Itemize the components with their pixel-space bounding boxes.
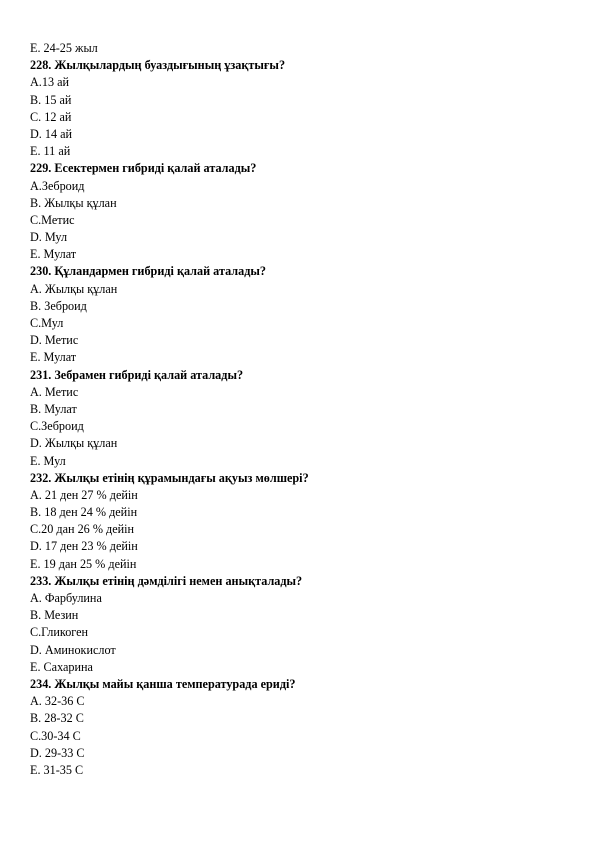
question-text: 231. Зебрамен гибриді қалай аталады? [30, 367, 244, 382]
answer-option: A.13 ай [30, 75, 70, 90]
answer-option: B. 15 ай [30, 92, 72, 107]
answer-option: C.30-34 С [30, 728, 81, 743]
answer-option: E. Мулат [30, 247, 77, 262]
answer-option: D. Мул [30, 230, 68, 245]
question-text: 232. Жылқы етінің құрамындағы ақуыз мөлшері? [30, 470, 309, 485]
answer-option: D. 14 ай [30, 126, 73, 141]
answer-option: C.Зеброид [30, 419, 84, 434]
answer-option: B. 18 ден 24 % дейін [30, 505, 138, 520]
answer-option: D. Жылқы құлан [30, 436, 118, 451]
answer-option: B. Зеброид [30, 298, 87, 313]
answer-option: E. Сахарина [30, 659, 93, 674]
answer-option: C.Метис [30, 212, 75, 227]
question-text: 233. Жылқы етінің дәмділігі немен анықталады? [30, 573, 303, 588]
answer-option: C.Мул [30, 316, 64, 330]
answer-option: C.20 дан 26 % дейін [30, 522, 135, 537]
answer-option: A. 32-36 С [30, 694, 85, 709]
question-text: 234. Жылқы майы қанша температурада ериді? [30, 676, 296, 691]
answer-option: E. 19 дан 25 % дейін [30, 556, 137, 571]
question-text: 228. Жылқылардың буаздығының ұзақтығы? [30, 58, 286, 73]
answer-option: B. 28-32 С [30, 711, 84, 726]
answer-option: A.Зеброид [30, 178, 85, 193]
answer-option: D. 29-33 С [30, 745, 85, 760]
document-body [30, 40, 570, 779]
answer-option: E. Мул [30, 453, 66, 468]
answer-option: C.Гликоген [30, 625, 89, 640]
answer-option: E. Мулат [30, 350, 77, 365]
answer-option: A. Жылқы құлан [30, 281, 118, 296]
answer-option: B. Жылқы құлан [30, 195, 117, 210]
answer-option: D. 17 ден 23 % дейін [30, 539, 138, 554]
answer-option: E. 31-35 С [30, 762, 84, 777]
answer-option: B. Мезин [30, 608, 79, 623]
answer-option: E. 11 ай [30, 144, 71, 159]
answer-option: B. Мулат [30, 401, 77, 416]
question-text: 229. Есектермен гибриді қалай аталады? [30, 161, 257, 176]
answer-option: A. Фарбулина [30, 591, 102, 605]
answer-option: C. 12 ай [30, 109, 72, 124]
question-text: 230. Құландармен гибриді қалай аталады? [30, 264, 266, 279]
answer-option: D. Аминокислот [30, 642, 116, 657]
answer-option: D. Метис [30, 333, 79, 348]
answer-option: A. 21 ден 27 % дейін [30, 487, 138, 502]
answer-option: E. 24-25 жыл [30, 41, 98, 55]
answer-option: A. Метис [30, 384, 79, 399]
